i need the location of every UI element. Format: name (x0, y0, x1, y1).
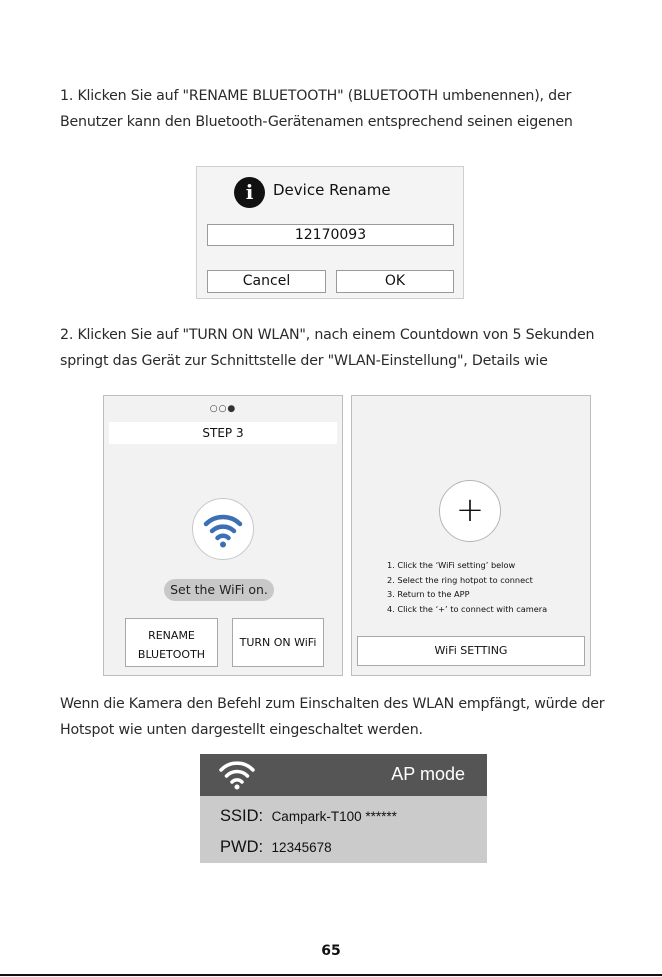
step-title: STEP 3 (109, 422, 337, 444)
ap-mode-label: AP mode (391, 764, 465, 784)
device-rename-dialog (196, 166, 464, 299)
ap-mode-panel (200, 754, 487, 863)
button-label-line: BLUETOOTH (137, 648, 206, 661)
ap-mode-header (200, 754, 487, 796)
status-pill: Set the WiFi on. (164, 579, 274, 601)
paragraph-line: 1. Klicken Sie auf "RENAME BLUETOOTH" (BLUETOOTH umbenennen), der (60, 88, 572, 104)
ok-button[interactable]: OK (336, 270, 454, 293)
paragraph-line: Benutzer kann den Bluetooth-Gerätenamen entsprechend seinen eigenen (60, 114, 573, 130)
list-item: 2. Select the ring hotpot to connect (387, 574, 533, 585)
app-screen-step-3 (103, 395, 343, 676)
info-icon: i (234, 177, 265, 208)
device-name-input[interactable]: 12170093 (207, 224, 454, 246)
wifi-setting-button[interactable]: WiFi SETTING (357, 636, 585, 666)
paragraph-step-2 (60, 322, 620, 374)
button-label-line: RENAME (148, 629, 195, 642)
bottom-divider (0, 974, 662, 976)
plus-icon[interactable]: + (439, 480, 501, 542)
password-label: PWD: (220, 838, 264, 856)
paragraph-hotspot (60, 691, 620, 743)
rename-bluetooth-button[interactable] (125, 618, 218, 667)
ssid-label: SSID: (220, 807, 264, 825)
paragraph-line: Wenn die Kamera den Befehl zum Einschalten des WLAN empfängt, würde der (60, 696, 605, 712)
password-value: 12345678 (271, 840, 332, 855)
app-screen-wifi-setting (351, 395, 591, 676)
instruction-list (387, 558, 547, 616)
turn-on-wifi-button[interactable]: TURN ON WiFi (232, 618, 324, 667)
dialog-title: Device Rename (273, 181, 391, 199)
password-row (220, 838, 332, 857)
ssid-row (220, 807, 397, 826)
page-number: 65 (321, 943, 341, 959)
cancel-button[interactable]: Cancel (207, 270, 326, 293)
step-indicator: ○○● (209, 404, 237, 414)
ssid-value: Campark-T100 ****** (271, 809, 397, 824)
paragraph-line: Hotspot wie unten dargestellt eingeschaltet werden. (60, 722, 423, 738)
list-item: 1. Click the ‘WiFi setting’ below (387, 560, 516, 570)
list-item: 3. Return to the APP (387, 589, 470, 599)
paragraph-step-1 (60, 83, 620, 135)
paragraph-line: springt das Gerät zur Schnittstelle der "WLAN-Einstellung", Details wie (60, 353, 548, 369)
wifi-icon (218, 760, 256, 790)
list-item: 4. Click the ‘+’ to connect with camera (387, 603, 548, 614)
wifi-icon (192, 498, 254, 560)
paragraph-line: 2. Klicken Sie auf "TURN ON WLAN", nach einem Countdown von 5 Sekunden (60, 327, 595, 343)
